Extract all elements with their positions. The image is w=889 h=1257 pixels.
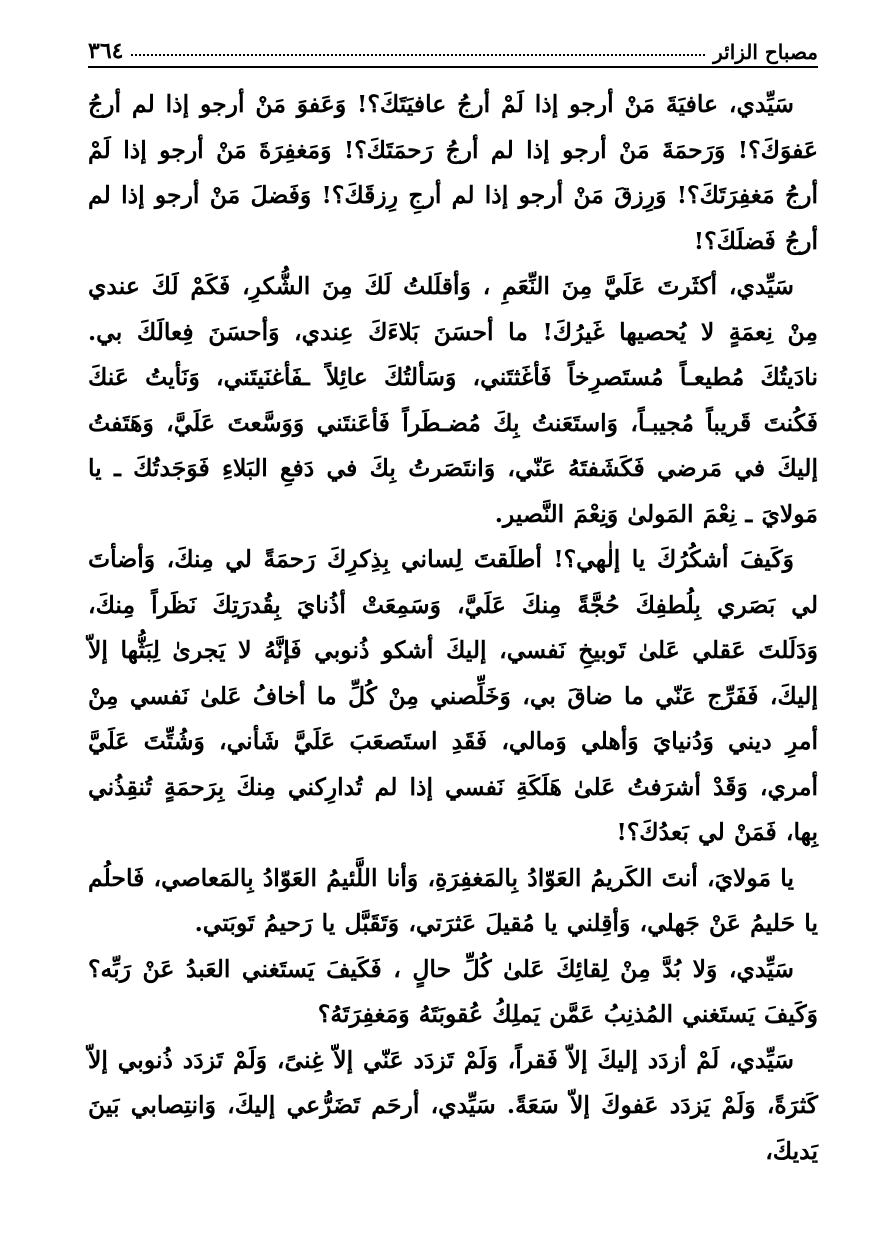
paragraph: سَيِّدي، أكثَرتَ عَلَيَّ مِنَ النِّعَمِ ، وَأقلَلتُ لَكَ مِنَ الشُّكرِ، فَكَمْ لَكَ عندي مِنْ نِعمَةٍ لا يُحصيها غَيرُكَ! ما أحسَنَ بَلاءَكَ عِندي، وَأحسَنَ فِعالَكَ بي. نادَيتُكَ مُطيعـاً مُستَصرِخاً فَأغَثتَني، وَسَألتُكَ عائِلاً ـفَأغنَيتَني، وَنَأيتُ عَنكَ فَكُنتَ قَريباً مُجيبـاً، وَاستَعَنتُ بِكَ مُضـطَراً فَأعَنتَني وَوَسَّعتَ عَلَيَّ، وَهَتَفتُ إليكَ في مَرضي فَكَشَفتَهُ عَنّي، وَانتَصَرتُ بِكَ في دَفعِ البَلاءِ فَوَجَدتُكَ ـ يا مَولايَ ـ نِعْمَ المَولىٰ وَنِعْمَ النَّصير. [88, 272, 818, 528]
page-header [88, 28, 818, 68]
paragraph: سَيِّدي، وَلا بُدَّ مِنْ لِقائِكَ عَلىٰ كُلِّ حالٍ ، فَكَيفَ يَستَغني العَبدُ عَنْ رَبِّه؟ وَكَيفَ يَستَغني المُذنِبُ عَمَّن يَملِكُ عُقوبَتَهُ وَمَغفِرَتَهُ؟ [88, 954, 818, 1028]
paragraph: سَيِّدي، لَمْ أزدَد إليكَ إلاّ فَقراً، وَلَمْ تَزدَد عَنّي إلاّ غِنىً، وَلَمْ تَزدَد ذُنوبي إلاّ كَثرَةً، وَلَمْ يَزدَد عَفوكَ إلاّ سَعَةً. سَيِّدي، أرحَم تَضَرُّعي إليكَ، وَانتِصابي بَينَ يَديكَ، [88, 1045, 818, 1165]
page-number: ٣٦٤ [88, 38, 124, 64]
paragraph: يا مَولايَ، أنتَ الكَريمُ العَوّادُ بِالمَغفِرَةِ، وَأنا اللَّئيمُ العَوّادُ بِالمَعاصي، فَاحلُم يا حَليمُ عَنْ جَهلي، وَأقِلني يا مُقيلَ عَثرَتي، وَتَقَبَّل يا رَحيمُ تَوبَتي. [88, 863, 818, 937]
page-body [88, 82, 818, 1174]
running-title: مصباح الزائر [713, 40, 818, 64]
paragraph: سَيِّدي، عافيَةَ مَنْ أرجو إذا لَمْ أرجُ عافيَتَكَ؟! وَعَفوَ مَنْ أرجو إذا لم أرجُ عَفوَكَ؟! وَرَحمَةَ مَنْ أرجو إذا لم أرجُ رَحمَتَكَ؟! وَمَغفِرَةَ مَنْ أرجو إذا لَمْ أرجُ مَغفِرَتَكَ؟! وَرِزقَ مَنْ أرجو إذا لم أرجِ رِزقَكَ؟! وَفَضلَ مَنْ أرجو إذا لم أرجُ فَضلَكَ؟! [88, 90, 818, 255]
paragraph: وَكَيفَ أشكُرُكَ يا إلٰهي؟! أطلَقتَ لِساني بِذِكرِكَ رَحمَةً لي مِنكَ، وَأضأتَ لي بَصَري بِلُطفِكَ حُجَّةً مِنكَ عَلَيَّ، وَسَمِعَتْ أذُنايَ بِقُدرَتِكَ نَظَراً مِنكَ، وَدَلَلتَ عَقلي عَلىٰ تَوبيخِ نَفسي، إليكَ أشكو ذُنوبي فَإنَّهُ لا يَجرىٰ لِبَثُّها إلاّ إليكَ، فَفَرِّج عَنّي ما ضاقَ بي، وَخَلِّصني مِنْ كُلِّ ما أخافُ عَلىٰ نَفسي مِنْ أمرِ ديني وَدُنيايَ وَأهلي وَمالي، فَقَدِ استَصعَبَ عَلَيَّ شَأني، وَشُتِّتَ عَلَيَّ أمري، وَقَدْ أشرَفتُ عَلىٰ هَلَكَةِ نَفسي إذا لم تُدارِكني مِنكَ بِرَحمَةٍ تُنقِذُني بِها، فَمَنْ لي بَعدُكَ؟! [88, 545, 818, 846]
dotted-leader [131, 54, 705, 56]
book-page [88, 28, 818, 1174]
